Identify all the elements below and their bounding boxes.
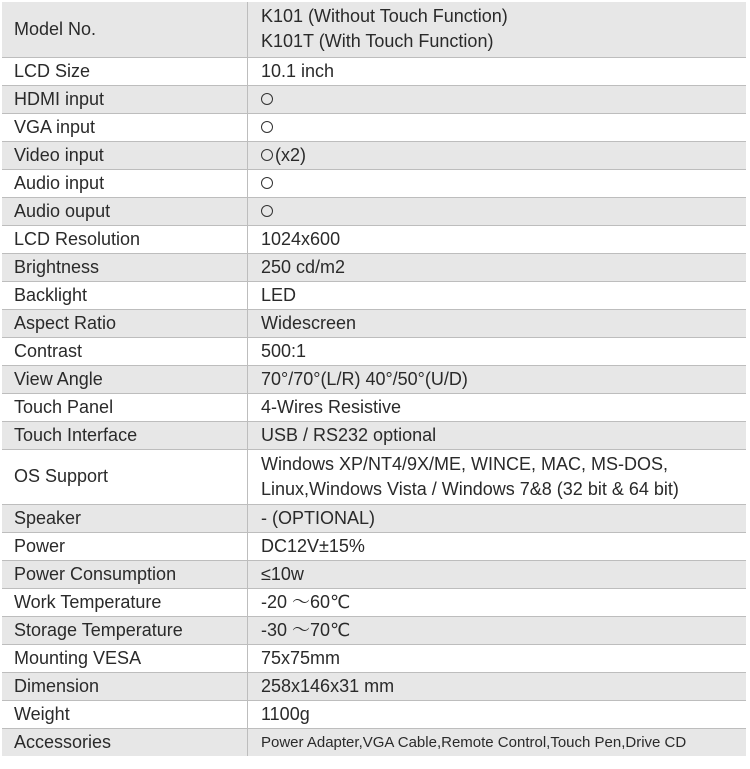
table-row (2, 560, 746, 588)
spec-value-text: USB / RS232 optional (261, 424, 437, 445)
spec-value-text: 500:1 (261, 340, 307, 361)
spec-value (248, 85, 747, 113)
spec-label: Accessories (2, 728, 248, 756)
spec-value (248, 141, 747, 169)
circle-icon (261, 177, 273, 189)
spec-label: OS Support (2, 449, 248, 504)
table-row (2, 169, 746, 197)
table-row (2, 57, 746, 85)
spec-value (248, 700, 747, 728)
spec-label: Touch Panel (2, 393, 248, 421)
spec-value (248, 57, 747, 85)
spec-value-line: K101 (Without Touch Function) (261, 6, 508, 27)
spec-value (248, 560, 747, 588)
spec-label: Model No. (2, 2, 248, 57)
spec-label: View Angle (2, 365, 248, 393)
table-row (2, 141, 746, 169)
table-row (2, 253, 746, 281)
spec-value (248, 113, 747, 141)
spec-value-text: -30 ～70℃ (261, 619, 351, 640)
spec-label: Power (2, 532, 248, 560)
spec-value-text: 75x75mm (261, 647, 341, 668)
circle-icon (261, 149, 273, 161)
table-row (2, 393, 746, 421)
spec-value (248, 449, 747, 504)
spec-value-text: 258x146x31 mm (261, 675, 395, 696)
spec-value (248, 2, 747, 57)
spec-value-text: 1024x600 (261, 228, 341, 249)
spec-value-line: Linux,Windows Vista / Windows 7&8 (32 bit & 64 bit) (261, 478, 679, 499)
spec-value (248, 421, 747, 449)
spec-value (248, 169, 747, 197)
table-row (2, 588, 746, 616)
spec-label: Mounting VESA (2, 644, 248, 672)
spec-value-text: 250 cd/m2 (261, 256, 346, 277)
spec-value-text: (x2) (275, 144, 306, 165)
spec-value-line: Windows XP/NT4/9X/ME, WINCE, MAC, MS-DOS, (261, 453, 669, 474)
spec-value (248, 253, 747, 281)
spec-label: Power Consumption (2, 560, 248, 588)
spec-value (248, 197, 747, 225)
spec-label: Video input (2, 141, 248, 169)
spec-value-text: 10.1 inch (261, 60, 335, 81)
spec-label: VGA input (2, 113, 248, 141)
spec-value-line: K101T (With Touch Function) (261, 31, 494, 52)
table-row (2, 532, 746, 560)
table-row (2, 504, 746, 532)
spec-value (248, 644, 747, 672)
table-row (2, 728, 746, 756)
table-row (2, 197, 746, 225)
spec-label: LCD Size (2, 57, 248, 85)
table-row (2, 85, 746, 113)
spec-label: Backlight (2, 281, 248, 309)
circle-icon (261, 121, 273, 133)
spec-label: Dimension (2, 672, 248, 700)
spec-value (248, 504, 747, 532)
spec-label: Brightness (2, 253, 248, 281)
spec-label: Audio input (2, 169, 248, 197)
spec-value (248, 728, 747, 756)
table-row (2, 281, 746, 309)
spec-value (248, 616, 747, 644)
spec-value (248, 588, 747, 616)
spec-value-text: - (OPTIONAL) (261, 507, 376, 528)
table-row (2, 700, 746, 728)
table-row (2, 337, 746, 365)
spec-value-text: 1100g (261, 703, 310, 724)
spec-value-text: 4-Wires Resistive (261, 396, 402, 417)
spec-table-body (2, 2, 746, 756)
spec-label: Work Temperature (2, 588, 248, 616)
spec-label: Storage Temperature (2, 616, 248, 644)
spec-value-text: LED (261, 284, 297, 305)
spec-value-text: ≤10w (261, 563, 304, 584)
table-row (2, 421, 746, 449)
table-row (2, 365, 746, 393)
spec-label: HDMI input (2, 85, 248, 113)
spec-label: LCD Resolution (2, 225, 248, 253)
table-row (2, 113, 746, 141)
spec-value (248, 225, 747, 253)
spec-label: Touch Interface (2, 421, 248, 449)
spec-value-text: -20 ～60℃ (261, 591, 351, 612)
spec-label: Aspect Ratio (2, 309, 248, 337)
table-row (2, 309, 746, 337)
spec-value-text: Power Adapter,VGA Cable,Remote Control,Touch Pen,Drive CD (261, 733, 687, 751)
spec-label: Contrast (2, 337, 248, 365)
spec-value (248, 309, 747, 337)
spec-value (248, 365, 747, 393)
spec-value-text: 70°/70°(L/R) 40°/50°(U/D) (261, 368, 468, 389)
spec-label: Speaker (2, 504, 248, 532)
spec-label: Audio ouput (2, 197, 248, 225)
spec-value (248, 672, 747, 700)
circle-icon (261, 205, 273, 217)
table-row (2, 2, 746, 57)
spec-value (248, 393, 747, 421)
table-row (2, 616, 746, 644)
table-row (2, 449, 746, 504)
table-row (2, 644, 746, 672)
table-row (2, 672, 746, 700)
spec-value (248, 532, 747, 560)
circle-icon (261, 93, 273, 105)
spec-label: Weight (2, 700, 248, 728)
spec-table (2, 2, 746, 756)
spec-value-text: Widescreen (261, 312, 357, 333)
spec-value (248, 281, 747, 309)
table-row (2, 225, 746, 253)
spec-value (248, 337, 747, 365)
spec-value-text: DC12V±15% (261, 535, 365, 556)
